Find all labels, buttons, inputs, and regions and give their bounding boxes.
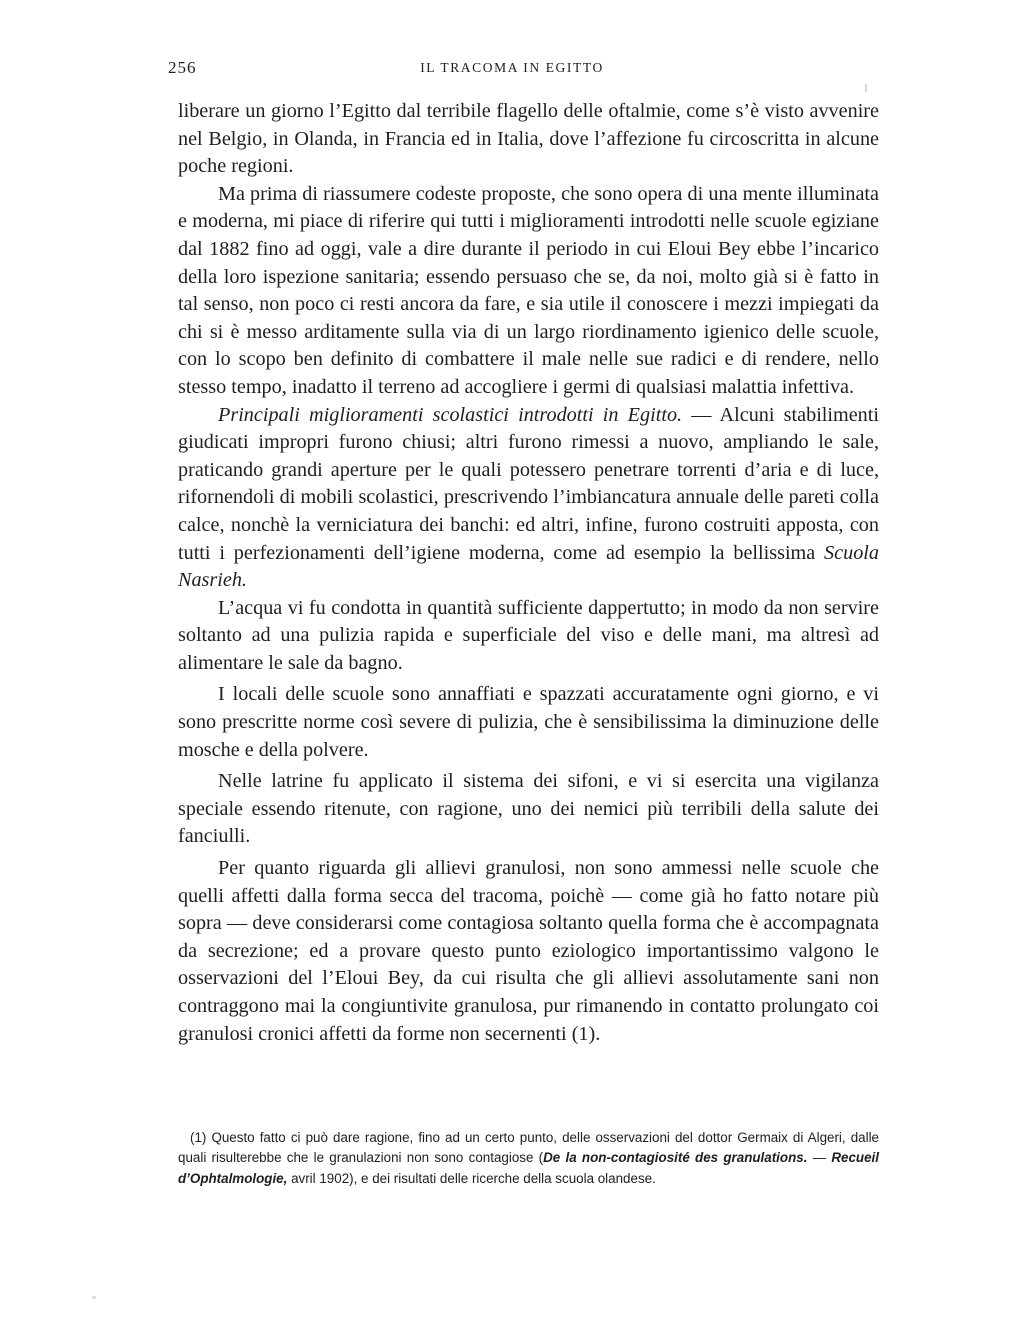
paragraph-6: Nelle latrine fu applicato il sistema dei sifoni, e vi si esercita una vigilanza speciale essendo ritenute, con ragione, uno dei nemici più terribili della salute dei fanciulli. [178,770,879,848]
paper-speck [865,84,867,92]
school-name: Scuola Nasrieh. [178,541,879,592]
paragraph-3-text: — Alcuni stabilimenti giudicati impropri furono chiusi; altri furono rimessi a nuovo, ampliando le sale, praticando grandi aperture per le quali potessero penetrare torrenti d’aria e di luce, rifornendoli di mobili scolastici, prescrivendo l’imbiancatura annuale delle pareti colla calce, nonchè la verniciatura dei banchi: ed altri, infine, furono costruiti apposta, con tutti i perfezionamenti dell’igiene moderna, come ad esempio la bellissima [178,403,879,564]
paragraph-2: Ma prima di riassumere codeste proposte, che sono opera di una mente illuminata e moderna, mi piace di riferire qui tutti i miglioramenti introdotti nelle scuole egiziane dal 1882 fino ad oggi, vale a dire durante il periodo in cui Eloui Bey ebbe l’incarico della loro ispezione sanitaria; essendo persuaso che se, da noi, molto già si è fatto in tal senso, non poco ci resti ancora da fare, e sia utile il conoscere i mezzi impiegati da chi si è messo arditamente sulla via di un largo riordinamento igienico delle scuole, con lo scopo ben definito di combattere il male nelle sue radici e di rendere, nello stesso tempo, inadatto il terreno ad accogliere i germi di qualsiasi malattia infettiva. [178,182,879,398]
body-text [178,98,879,1048]
footnote-text-a: (1) Questo fatto ci può dare ragione, fino ad un certo punto, delle osservazioni del dottor Germaix di Algeri, dalle quali risulterebbe che le granulazioni non sono contagiose ( [178,1130,879,1166]
paragraph-4: L’acqua vi fu condotta in quantità sufficiente dappertutto; in modo da non servire soltanto ad una pulizia rapida e superficiale del viso e delle mani, ma altresì ad alimentare le sale da bagno. [178,596,879,674]
paragraph-5: I locali delle scuole sono annaffiati e spazzati accuratamente ogni giorno, e vi sono prescritte norme così severe di pulizia, che è sensibilissima la diminuzione delle mosche e della polvere. [178,683,879,761]
footnote-dash: — [807,1150,832,1166]
paper-speck [92,1296,96,1299]
page-number: 256 [168,58,197,77]
page-header [168,58,856,84]
paragraph-7: Per quanto riguarda gli allievi granulosi, non sono ammessi nelle scuole che quelli affetti dalla forma secca del tracoma, poichè — come già ho fatto notare più sopra — deve considerarsi come contagiosa soltanto quella forma che è accompagnata da secrezione; ed a provare questo punto eziologico importantissimo valgono le osservazioni del l’Eloui Bey, da cui risulta che gli allievi assolutamente sani non contraggono mai la congiuntivite granulosa, pur rimanendo in contatto prolungato coi granulosi cronici affetti da forme non secernenti (1). [178,857,879,1045]
footnotes [178,1128,879,1189]
footnote-text-b: avril 1902), e dei risultati delle ricerche della scuola olandese. [287,1170,656,1186]
paragraph-1: liberare un giorno l’Egitto dal terribile flagello delle oftalmie, come s’è visto avvenire nel Belgio, in Olanda, in Francia ed in Italia, dove l’affezione fu circoscritta in alcune poche regioni. [178,100,879,178]
footnote-journal: Recueil d’Ophtalmologie, [178,1150,879,1186]
footnote-cited-title: De la non-contagiosité des granulations. [543,1150,808,1166]
footnote-1 [178,1128,879,1189]
running-title: IL TRACOMA IN EGITTO [420,60,604,75]
section-heading: Principali miglioramenti scolastici introdotti in Egitto. [218,403,683,426]
paragraph-3 [178,402,879,595]
